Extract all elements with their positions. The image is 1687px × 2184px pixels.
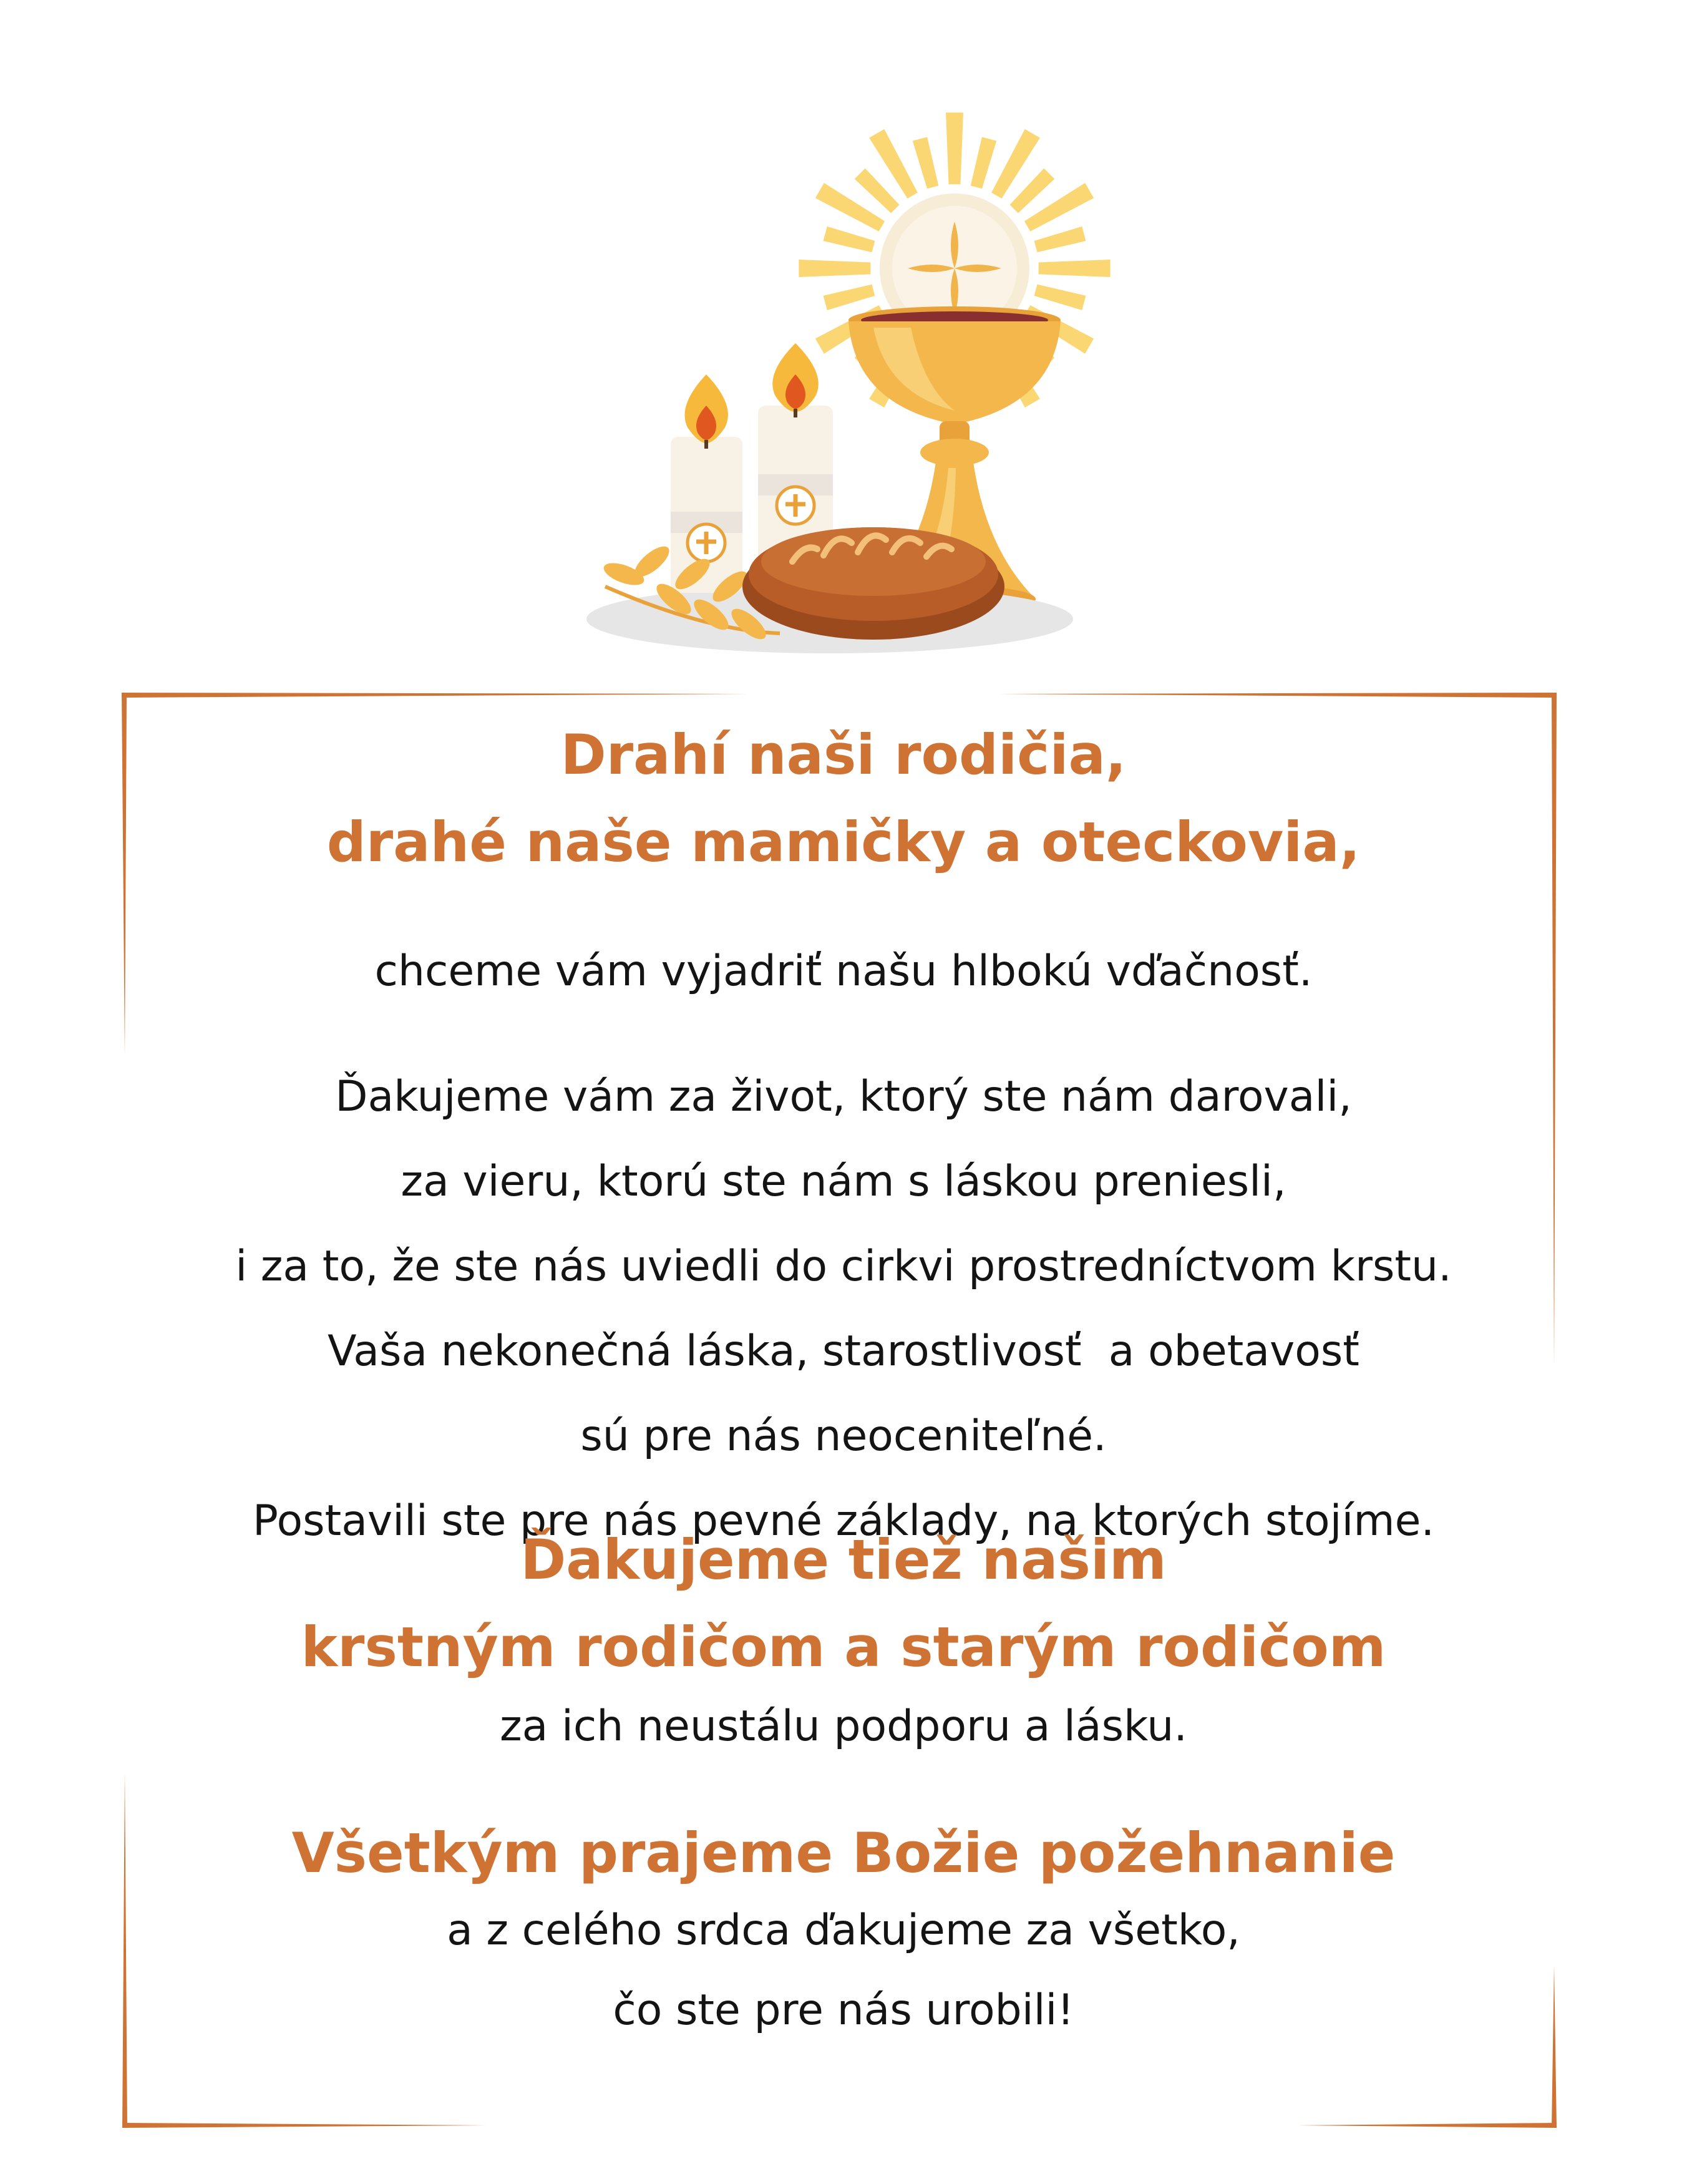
blessing-heading: Všetkým prajeme Božie požehnanie <box>291 1821 1396 1885</box>
blessing-text: a z celého srdca ďakujeme za všetko, čo ste pre nás urobili! <box>447 1906 1240 2035</box>
thanks-paragraph <box>125 1055 1562 1564</box>
sun-ray <box>971 137 996 189</box>
thanks-line: za vieru, ktorú ste nám s láskou preniesli, <box>401 1157 1286 1206</box>
greeting-line-2: drahé naše mamičky a oteckovia, <box>326 810 1361 874</box>
thanks-line: Postavili ste pre nás pevné základy, na ktorých stojíme. <box>252 1496 1435 1546</box>
sun-ray <box>1034 285 1086 310</box>
sun-ray <box>1039 260 1111 277</box>
sun-ray <box>1034 227 1086 252</box>
godparents-heading: Ďakujeme tiež našim krstným rodičom a starým rodičom <box>301 1528 1386 1679</box>
godparents-text: za ich neustálu podporu a lásku. <box>499 1702 1187 1751</box>
sun-ray <box>946 112 963 184</box>
thanks-line: Vaša nekonečná láska, starostlivosť a obetavosť <box>328 1327 1359 1376</box>
thanks-line: sú pre nás neoceniteľné. <box>580 1411 1107 1461</box>
thanks-line: i za to, že ste nás uviedli do cirkvi prostredníctvom krstu. <box>235 1242 1452 1291</box>
thanks-line: Ďakujeme vám za život, ktorý ste nám darovali, <box>335 1072 1352 1121</box>
sun-ray <box>824 285 875 310</box>
intro-text: chceme vám vyjadriť našu hlbokú vďačnosť. <box>374 947 1313 996</box>
sun-ray <box>855 168 900 213</box>
sun-ray <box>913 137 938 189</box>
eucharist-illustration <box>549 112 1111 674</box>
greeting-heading <box>125 711 1562 886</box>
greeting-line-1: Drahí naši rodičia, <box>560 723 1127 787</box>
sun-ray <box>824 227 875 252</box>
sun-ray <box>799 260 870 277</box>
bread-icon <box>742 527 1004 640</box>
sun-ray <box>1010 168 1055 213</box>
